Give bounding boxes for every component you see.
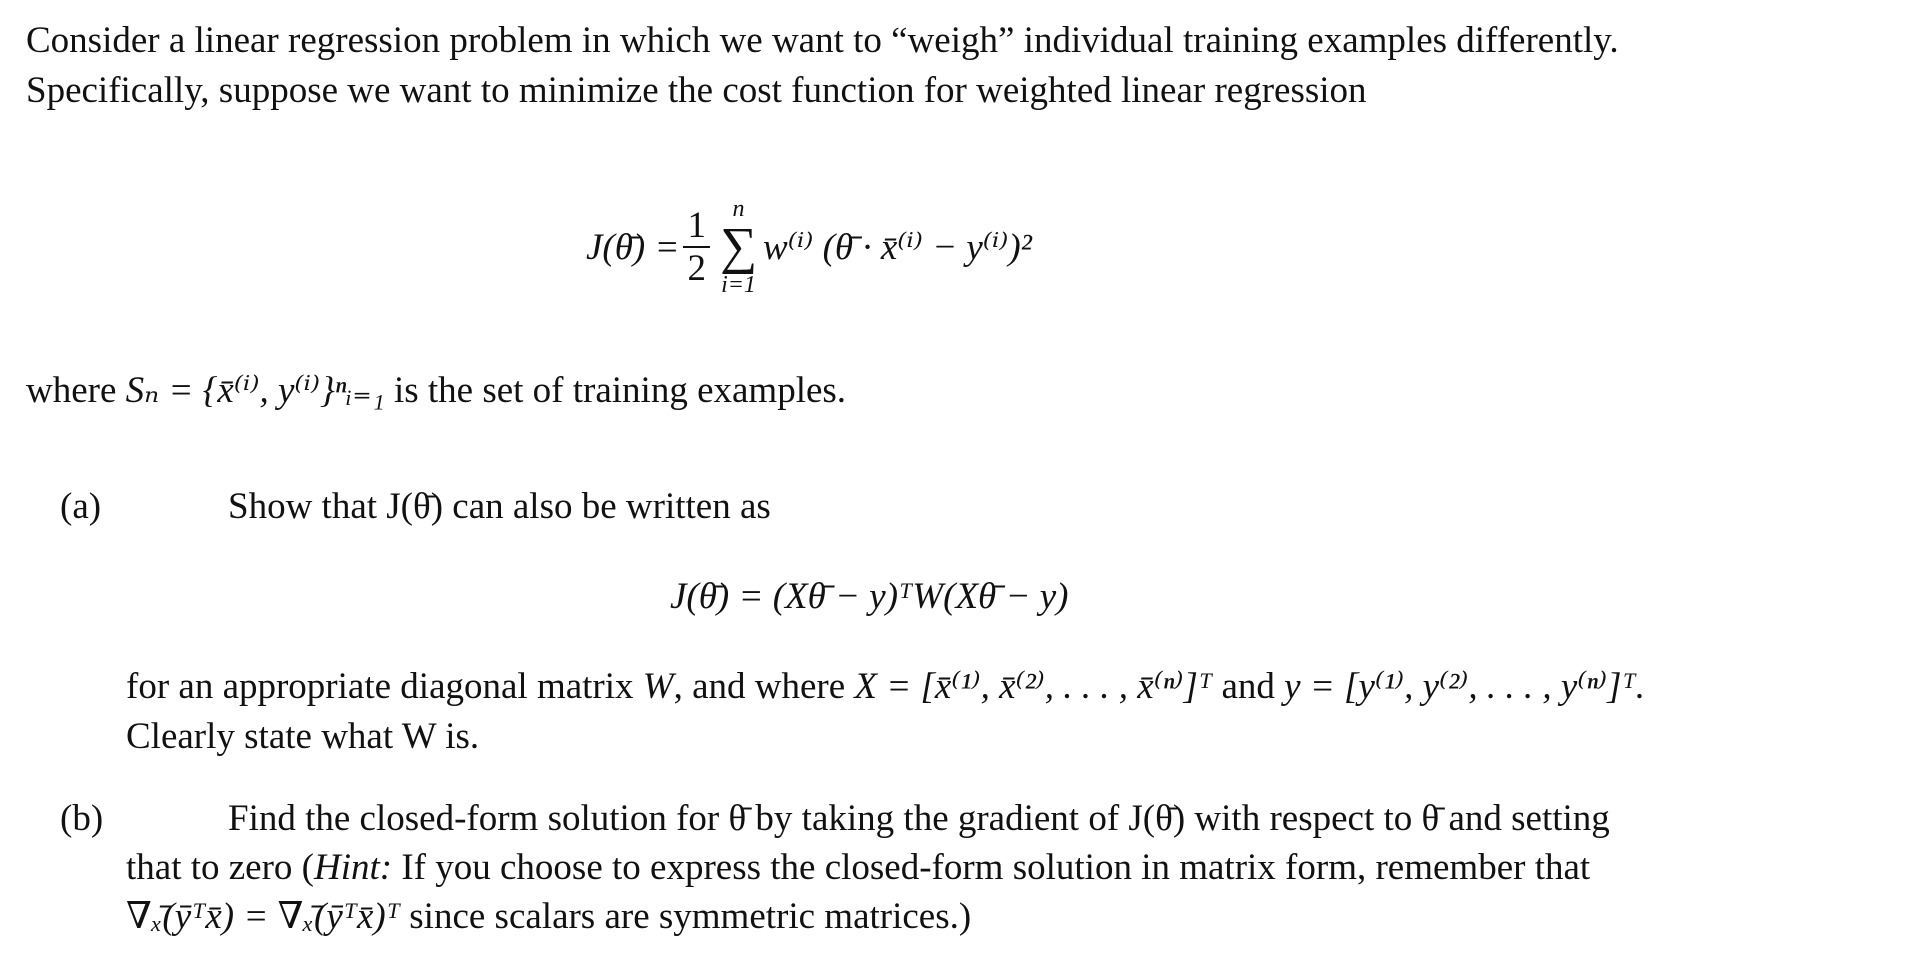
part-b-line-3-text: since scalars are symmetric matrices.) — [409, 896, 972, 937]
part-b-line-1: Find the closed-form solution for θ̄ by taking the gradient of J(θ̄) with respect to θ̄ and setting — [228, 798, 1610, 839]
one-half-fraction — [683, 207, 710, 287]
fraction-denominator: 2 — [687, 248, 706, 289]
sum-upper-limit: n — [732, 196, 745, 222]
design-matrix-definition: X = [x̄⁽¹⁾, x̄⁽²⁾, . . . , x̄⁽ⁿ⁾]ᵀ — [854, 666, 1213, 707]
part-a-and: and — [1221, 666, 1275, 707]
part-b-line-3 — [126, 898, 971, 935]
where-suffix: is the set of training examples. — [393, 370, 847, 411]
part-b-line-2 — [126, 849, 1590, 886]
part-b-label: (b) — [60, 798, 104, 839]
training-set-definition: Sₙ = {x̄⁽ⁱ⁾, y⁽ⁱ⁾}ⁿᵢ₌₁ — [125, 370, 385, 411]
part-b-text-pre: that to zero ( — [126, 847, 314, 888]
fraction-numerator: 1 — [683, 207, 710, 248]
sum-lower-limit: i=1 — [721, 272, 756, 298]
intro-line-2: Specifically, suppose we want to minimize the cost function for weighted linear regression — [26, 70, 1367, 111]
part-a-definitions — [126, 668, 1645, 705]
summation — [720, 197, 757, 297]
weight-matrix-symbol: W — [642, 666, 674, 707]
sigma-icon: ∑ — [719, 218, 758, 275]
part-a-text-2: , and where — [673, 666, 846, 707]
label-vector-definition: y = [y⁽¹⁾, y⁽²⁾, . . . , y⁽ⁿ⁾]ᵀ. — [1284, 666, 1646, 707]
matrix-form-equation: J(θ̄) = (Xθ̄ − y)ᵀW(Xθ̄ − y) — [670, 576, 1069, 617]
part-a-label: (a) — [60, 486, 102, 527]
part-b-text-post: If you choose to express the closed-form solution in matrix form, remember that — [392, 847, 1591, 888]
part-a-prompt: Show that J(θ̄) can also be written as — [228, 486, 771, 527]
intro-line-1: Consider a linear regression problem in which we want to “weigh” individual training examples differently. — [26, 20, 1619, 61]
weighted-cost-equation — [586, 192, 1032, 302]
where-prefix: where — [26, 370, 117, 411]
gradient-identity: ∇ₓ̄(ȳᵀx̄) = ∇ₓ̄(ȳᵀx̄)ᵀ — [126, 896, 401, 937]
part-a-line-2: Clearly state what W is. — [126, 716, 480, 757]
where-line — [26, 372, 846, 409]
equation-lhs: J(θ̄) = — [586, 226, 680, 268]
hint-label: Hint: — [314, 847, 393, 888]
part-a-text-1: for an appropriate diagonal matrix — [126, 666, 634, 707]
equation-body: w⁽ⁱ⁾ (θ̄ · x̄⁽ⁱ⁾ − y⁽ⁱ⁾)² — [763, 226, 1032, 268]
